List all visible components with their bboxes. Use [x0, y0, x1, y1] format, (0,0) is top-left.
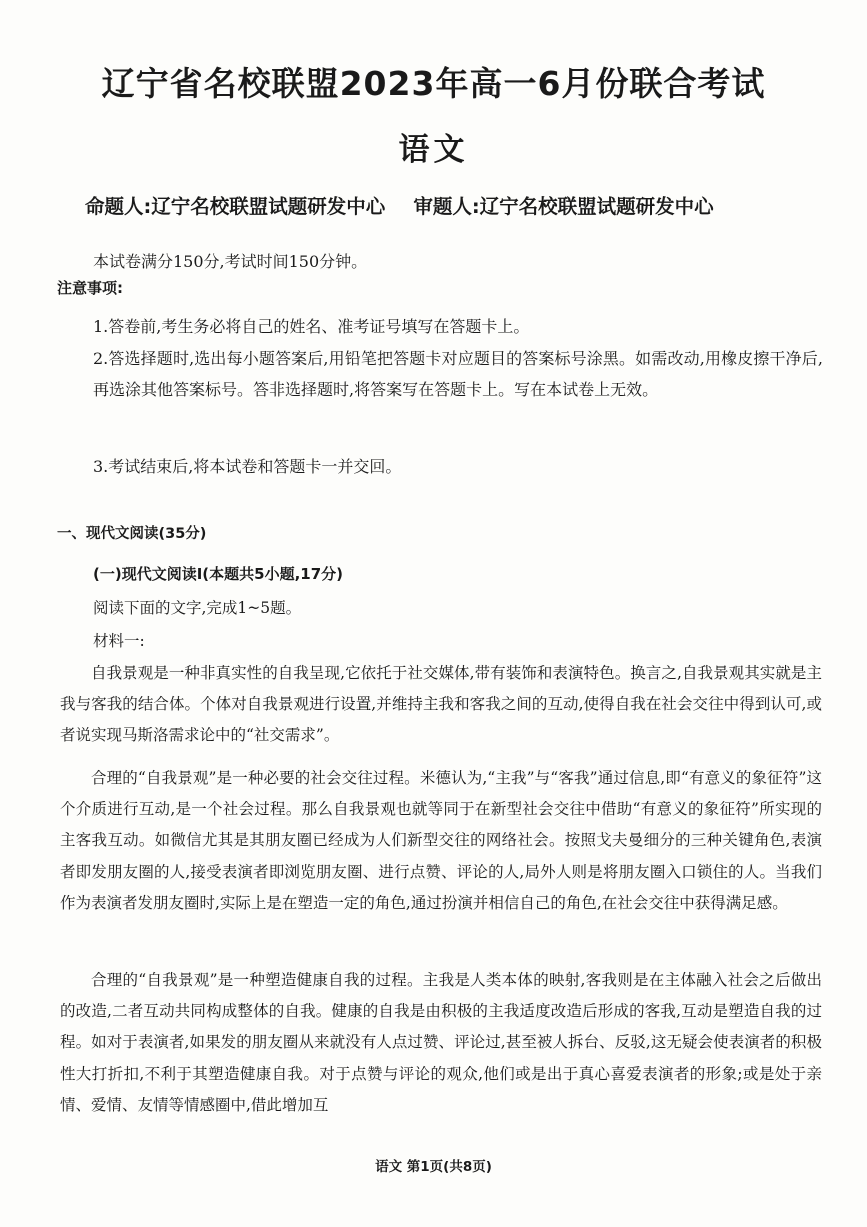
subject-title: 语文 — [398, 132, 469, 168]
note-item-text: 2.答选择题时,选出每小题答案后,用铅笔把答题卡对应题目的答案标号涂黑。如需改动,用橡皮擦干净后,再选涂其他答案标号。答非选择题时,将答案写在答题卡上。写在本试卷上无效。 — [93, 349, 823, 399]
paragraph: 合理的“自我景观”是一种塑造健康自我的过程。主我是人类本体的映射,客我则是在主体融入社会之后做出的改造,二者互动共同构成整体的自我。健康的自我是由积极的主我适度改造后形成的客我,互动是塑造自我的过程。如对于表演者,如果发的朋友圈从来就没有人点过赞、评论过,甚至被人拆台、反驳,这无疑会使表演者的积极性大打折扣,不利于其塑造健康自我。对于点赞与评论的观众,他们或是出于真心喜爱表演者的形象;或是处于亲情、爱情、友情等情感圈中,借此增加互 — [60, 971, 822, 1114]
sub-section-heading: (一)现代文阅读Ⅰ(本题共5小题,17分) — [93, 565, 344, 583]
reviewer-text: 审题人:辽宁名校联盟试题研发中心 — [413, 195, 714, 218]
paragraph: 自我景观是一种非真实性的自我呈现,它依托于社交媒体,带有装饰和表演特色。换言之,自我景观其实就是主我与客我的结合体。个体对自我景观进行设置,并维持主我和客我之间的互动,使得自我在社会交往中得到认可,或者说实现马斯洛需求论中的“社交需求”。 — [60, 664, 822, 745]
authors-line — [85, 191, 825, 219]
paragraph: 合理的“自我景观”是一种必要的社会交往过程。米德认为,“主我”与“客我”通过信息,即“有意义的象征符”这个介质进行互动,是一个社会过程。那么自我景观也就等同于在新型社会交往中借助“有意义的象征符”所实现的主客我互动。如微信尤其是其朋友圈已经成为人们新型交往的网络社会。按照戈夫曼细分的三种关键角色,表演者即发朋友圈的人,接受表演者即浏览朋友圈、进行点赞、评论的人,局外人则是将朋友圈入口锁住的人。当我们作为表演者发朋友圈时,实际上是在塑造一定的角色,通过扮演并相信自己的角色,在社会交往中获得满足感。 — [60, 769, 822, 912]
notes-heading: 注意事项: — [57, 279, 123, 297]
note-item: 1.答卷前,考生务必将自己的姓名、准考证号填写在答题卡上。 — [93, 317, 530, 336]
material-label: 材料一: — [93, 632, 145, 650]
setter-text: 命题人:辽宁名校联盟试题研发中心 — [85, 195, 386, 218]
note-item — [93, 343, 823, 405]
section-heading: 一、现代文阅读(35分) — [57, 526, 207, 542]
note-item: 3.考试结束后,将本试卷和答题卡一并交回。 — [93, 457, 402, 476]
instruction-text: 阅读下面的文字,完成1~5题。 — [93, 599, 302, 617]
page-footer: 语文 第1页(共8页) — [375, 1159, 492, 1175]
exam-title: 辽宁省名校联盟2023年高一6月份联合考试 — [101, 64, 766, 103]
score-time-text: 本试卷满分150分,考试时间150分钟。 — [93, 252, 368, 271]
